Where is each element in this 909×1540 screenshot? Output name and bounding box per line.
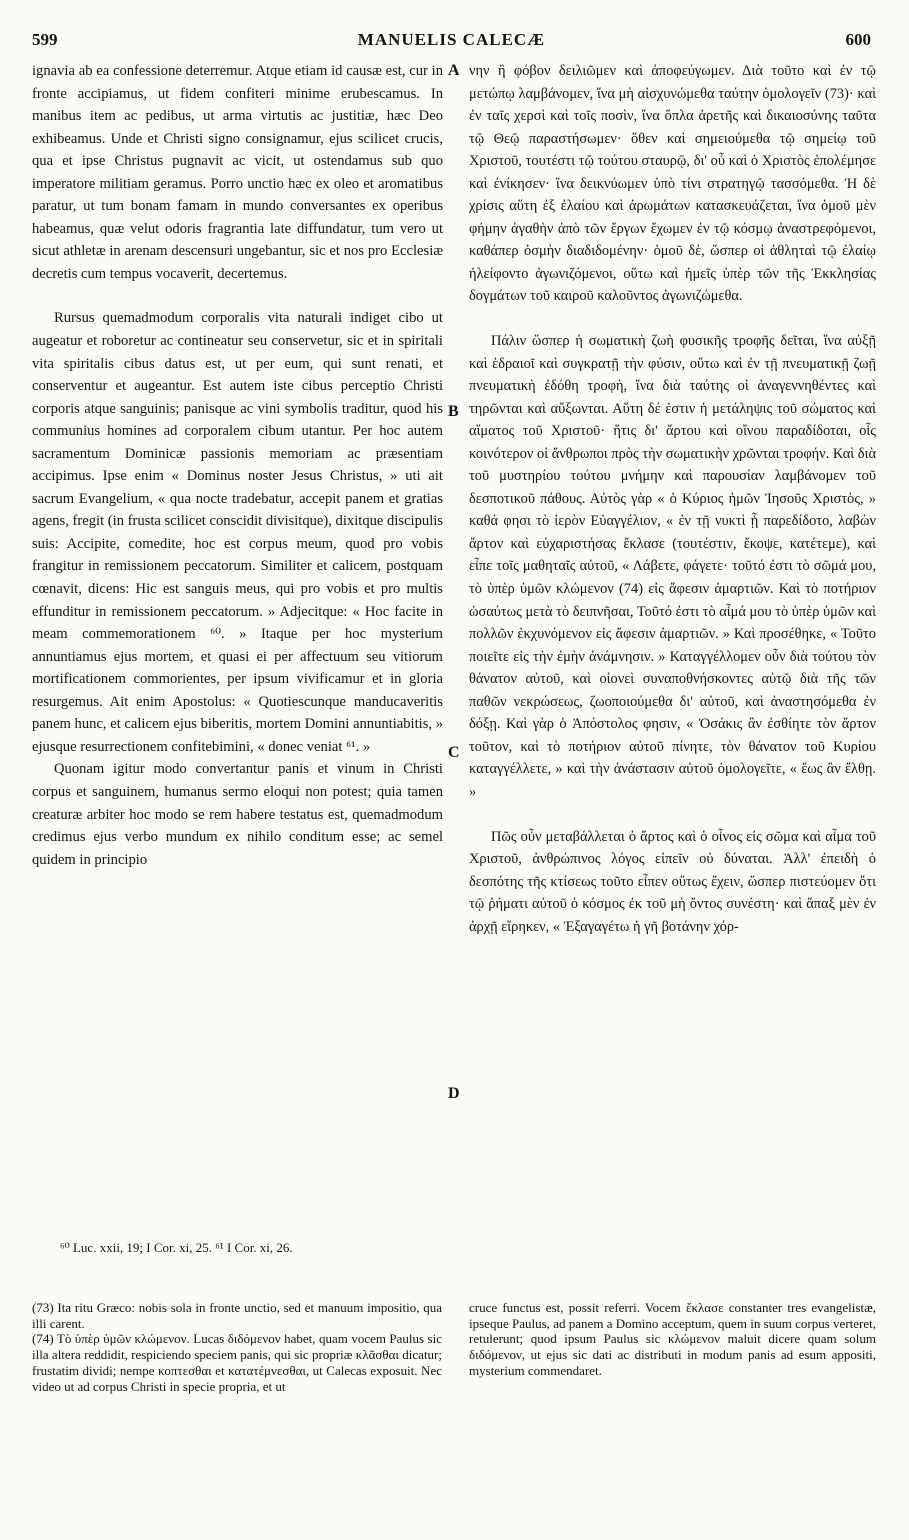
running-title: MANUELIS CALECÆ xyxy=(357,30,546,49)
greek-paragraph-3: Πῶς οὖν μεταβάλλεται ὁ ἄρτος καὶ ὁ οἶνος εἰς σῶμα καὶ αἷμα τοῦ Χριστοῦ, ἀνθρώπινος λόγος εἰπεῖν οὐ δύναται. Ἀλλ' ἐπειδὴ ὁ δεσπότης τῆς κτίσεως τοῦτο εἶπεν οὕτως ἔχειν, ὥσπερ πιστεύομεν ὅτι τῷ ῥήματι αὐτοῦ ὁ κόσμος ἐκ τοῦ μὴ ὄντος συνέστη· καὶ ἅπαξ μὲν ἐν ἀρχῇ εἴρηκεν, « Ἐξαγαγέτω ἡ γῆ βοτάνην χόρ- xyxy=(469,828,876,935)
footnote-74-continued: cruce functus est, possit referri. Vocem ἔκλασε constanter tres evangelistæ, ipseque Paulus, ad panem a Domino acceptum, quem in suum corpus verteret, retulerunt; quod ipsum Paulus sic κλώμενον maluit dicere quam solum διδόμενον, ut ejus sic dati ac distributi in modum panis ad esum appositi, mysterium commendaret. xyxy=(469,1300,876,1378)
latin-column xyxy=(32,60,443,871)
greek-column xyxy=(469,60,876,938)
footnote-73: (73) Ita ritu Græco: nobis sola in fronte unctio, sed et manuum impositio, qua illi carent. xyxy=(32,1300,442,1331)
margin-marker-a: A xyxy=(448,62,460,79)
margin-marker-b: B xyxy=(448,403,459,420)
footnotes-left xyxy=(32,1300,442,1394)
latin-paragraph-2: Rursus quemadmodum corporalis vita naturali indiget cibo ut augeatur et roboretur ac contineatur seu conservetur, sic et in spiritali vita spiritalis cibus datus est, ut per eum, qui sunt renati, et conserventur et augeantur. Est autem iste cibus perceptio Christi corporis atque sanguinis; panisque ac vini symbolis traditur, quod his communius homines ad corporalem cibum utantur. Per hoc autem sacramentum Dominicæ passionis memoriam ac præsentiam accipimus. Ipse enim « Dominus noster Jesus Christus, » uti ait sacrum Evangelium, « qua nocte tradebatur, accepit panem et gratias agens, fregit (in frusta scilicet conscidit divisitque), dixitque discipulis suis: Accipite, comedite, hoc est corpus meum, quod pro vobis frangitur in remissionem peccatorum. Similiter et calicem, postquam cœnavit, dicens: Hic est sanguis meus, qui pro vobis et pro multis effunditur in remissionem peccatorum. » Adjecitque: « Hoc facite in meam commemorationem ⁶⁰. » Itaque per hoc mysterium annuntiamus ejus mortem, et quasi ei per affectuum seu vitiorum mortificationem commorientes, per ipsum vivificamur et in gloria resurgemus. Ait enim Apostolus: « Quotiescunque manducaveritis panem hunc, et calicem ejus biberitis, mortem Domini annuntiabitis, » ejusque resurrectionem confitebimini, « donec veniat ⁶¹. » xyxy=(32,310,443,755)
greek-paragraph-1: νην ἢ φόβον δειλιῶμεν καὶ ἀποφεύγωμεν. Διὰ τοῦτο καὶ ἐν τῷ μετώπῳ λαμβάνομεν, ἵνα μὴ αἰσχυνώμεθα ταύτην ὁμολογεῖν (73)· καὶ ἐν ταῖς χερσὶ καὶ τοῖς ποσὶν, ἵνα ὅπλα ἀρετῆς καὶ δικαιοσύνης ταῦτα τῷ Θεῷ παραστήσωμεν· ὅθεν καὶ σημειούμεθα τῷ σημείῳ τοῦ Χριστοῦ, τουτέστι τῷ τούτου σταυρῷ, δι' οὗ καὶ ὁ Χριστὸς ἐπολέμησε καὶ ἐνίκησεν· ἵνα δεικνύωμεν ὑπὸ τίνι στρατηγῷ τασσόμεθα. Ἡ δὲ χρίσις αὕτη ἐξ ἐλαίου καὶ ἀρωμάτων κατασκευάζεται, ἵνα ὁμοῦ μὲν φήμην ἀγαθὴν ἀπὸ τῶν ἔργων ἔχωμεν ἐν τῷ κόσμῳ ἀναστρεφόμενοι, καθάπερ ὀσμὴν διαδιδομένην· ὁμοῦ δὲ, ὥσπερ οἱ ἀθληταὶ τῷ ἐλαίῳ ἠλείφοντο ἀγωνιζόμενοι, οὕτω καὶ ἡμεῖς ὑπὲρ τῶν τῆς Ἐκκλησίας δογμάτων τοῦ καιροῦ καλοῦντος ἀγωνιζώμεθα. xyxy=(469,63,876,305)
page-number-left: 599 xyxy=(32,30,58,49)
greek-paragraph-2: Πάλιν ὥσπερ ἡ σωματικὴ ζωὴ φυσικῆς τροφῆς δεῖται, ἵνα αὐξῇ καὶ ἑδραιοῖ καὶ συγκρατῇ τὴν φύσιν, οὕτω καὶ ἐν τῇ πνευματικῇ ζωῇ πνευματικὴ ἐδόθη τροφὴ, ἵνα διὰ ταύτης οἱ ἀναγεννηθέντες καὶ τηρῶνται καὶ αὔξωνται. Αὕτη δέ ἐστιν ἡ μετάληψις τοῦ σώματος καὶ αἵματος τοῦ Χριστοῦ· ἥτις δι' ἄρτου καὶ οἴνου παραδίδοται, οἷς κοινότερον οἱ ἄνθρωποι πρὸς τὴν σωματικὴν χρῶνται τροφήν. Καὶ διὰ τοῦ μυστηρίου τούτου μνήμην καὶ παρουσίαν λαμβάνομεν τοῦ δεσποτικοῦ πάθους. Αὐτὸς γὰρ « ὁ Κύριος ἡμῶν Ἰησοῦς Χριστὸς, » καθά φησι τὸ ἱερὸν Εὐαγγέλιον, « ἐν τῇ νυκτὶ ᾗ παρεδίδοτο, λαβὼν ἄρτον καὶ εὐχαριστήσας ἔκλασε (τουτέστιν, ἔκοψε, κατέτεμε), καὶ εἶπε τοῖς μαθηταῖς αὐτοῦ, « Λάβετε, φάγετε· τοῦτό ἐστι τὸ σῶμά μου, τὸ ὑπὲρ ὑμῶν κλώμενον (74) εἰς ἄφεσιν ἁμαρτιῶν. Καὶ τὸ ποτήριον ὡσαύτως μετὰ τὸ δειπνῆσαι, Τοῦτό ἐστι τὸ αἷμά μου τὸ ὑπὲρ ὑμῶν καὶ πολλῶν ἐκχυνόμενον εἰς ἄφεσιν ἁμαρτιῶν. » Καὶ προσέθηκε, « Τοῦτο ποιεῖτε εἰς τὴν ἐμὴν ἀνάμνησιν. » Καταγγέλλομεν οὖν διὰ τούτου τὸν θάνατον αὐτοῦ, καὶ οἱονεὶ συναποθνήσκοντες αὐτῷ διὰ τῆς τῶν παθῶν νεκρώσεως, ζωοποιούμεθα δι' αὐτοῦ, καὶ ἀναστησόμεθα ἐν δόξῃ. Καὶ γὰρ ὁ Ἀπόστολος φησιν, « Ὁσάκις ἂν ἐσθίητε τὸν ἄρτον τοῦτον, καὶ τὸ ποτήριον αὐτοῦ πίνητε, τὸν θάνατον τοῦ Κυρίου καταγγέλλετε, » καὶ τὴν ἀνάστασιν αὐτοῦ ὁμολογεῖτε, « ἕως ἂν ἔλθῃ. » xyxy=(469,333,876,800)
footnote-74: (74) Τὸ ὑπὲρ ὑμῶν κλώμενον. Lucas διδόμενον habet, quam vocem Paulus sic illa altera reddidit, respiciendo speciem panis, qui sic propriæ κλᾶσθαι dicatur; frustatim dividi; nempe κοπτεσθαι et κατατέμνεσθαι, ut Calecas exposuit. Nec video ut ad corpus Christi in specie propria, et ut xyxy=(32,1331,442,1394)
latin-paragraph-1: ignavia ab ea confessione deterremur. Atque etiam id causæ est, cur in fronte accipiamus, ut fidem confiteri minime erubescamus. In manibus item ac pedibus, ut arma virtutis ac justitiæ, hæc Deo exhibeamus. Unde et Christi signo consignamur, ejus scilicet crucis, qua et ipse Christus pugnavit ac vicit, ut ostendamus sub quo imperatore militiam geramus. Porro unctio hæc ex oleo et aromatibus paratur, ut tum bonam famam in mundo conversantes ex operibus habeamus, quæ velut odoris fragrantia late diffundatur, tum vero ut sicut athletæ in arenam descensuri ungebantur, sic et nos pro Ecclesiæ decretis cum tempus vocaverit, decertemus. xyxy=(32,63,443,282)
page-header xyxy=(32,30,871,54)
footnotes-right xyxy=(469,1300,876,1379)
page-number-right: 600 xyxy=(845,30,871,49)
scripture-citations: ⁶⁰ Luc. xxii, 19; I Cor. xi, 25. ⁶¹ I Cor. xi, 26. xyxy=(60,1240,293,1255)
margin-marker-c: C xyxy=(448,744,460,761)
latin-paragraph-3: Quonam igitur modo convertantur panis et vinum in Christi corpus et sanguinem, humanus sermo eloqui non potest; quia tamen creaturæ arbiter hoc modo se rem habere testatus est, quemadmodum credimus ejus verbo mundum ex nihilo conditum esse; ac semel quidem in principio xyxy=(32,761,443,868)
margin-marker-d: D xyxy=(448,1085,460,1102)
